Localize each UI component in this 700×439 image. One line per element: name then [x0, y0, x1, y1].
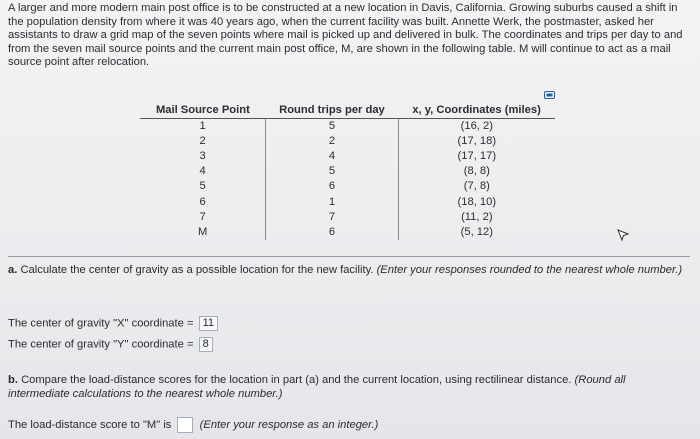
part-b-text: Compare the load-distance scores for the location in part (a) and the current location, using rectilinear distance. [21, 374, 572, 386]
cell-point: 2 [140, 134, 266, 149]
table-row [140, 149, 555, 164]
header-coordinates: x, y, Coordinates (miles) [398, 101, 555, 119]
mail-source-table [140, 101, 555, 240]
problem-intro: A larger and more modern main post office is to be constructed at a new location in Davis, California. Growing suburbs caused a shift in the population density from where it was 40 years ago, when the current facility was built. Annette Werk, the postmaster, asked her assistants to draw a grid map of the seven points where mail is picked up and delivered in bulk. The coordinates and trips per day to and from the seven mail source points and the current main post office, M, are shown in the following table. M will continue to act as a mail source point after relocation. [8, 2, 683, 69]
cell-point: 6 [140, 194, 266, 209]
cell-point: 3 [140, 149, 266, 164]
table-row [140, 179, 555, 194]
table-row [140, 194, 555, 209]
cell-coordinates: (5, 12) [460, 225, 493, 238]
m-score-line [8, 417, 378, 433]
cell-trips: 7 [266, 210, 398, 225]
x-coordinate-line [8, 316, 218, 331]
y-coordinate-label: The center of gravity "Y" coordinate = [8, 338, 194, 351]
table-row [140, 225, 555, 240]
cell-point: 4 [140, 164, 266, 179]
cell-trips: 6 [266, 179, 398, 194]
y-coordinate-line [8, 337, 213, 352]
m-score-label: The load-distance score to "M" is [8, 418, 172, 431]
cell-coordinates: (7, 8) [463, 180, 490, 193]
x-coordinate-answer[interactable]: 11 [199, 316, 218, 331]
m-score-instruction: (Enter your response as an integer.) [199, 418, 379, 431]
cell-coordinates: (11, 2) [461, 210, 493, 223]
cell-trips: 1 [266, 194, 398, 209]
cell-point: 7 [140, 210, 266, 225]
cell-coordinates: (16, 2) [460, 120, 493, 133]
part-b-question [8, 374, 690, 401]
x-coordinate-label: The center of gravity "X" coordinate = [8, 317, 194, 330]
cell-point: M [140, 225, 266, 240]
cell-trips: 5 [266, 119, 398, 135]
part-b-label: b. [8, 374, 18, 386]
header-mail-source-point: Mail Source Point [140, 101, 266, 119]
part-a-text: Calculate the center of gravity as a possible location for the new facility. [20, 264, 374, 276]
cell-point: 5 [140, 179, 266, 194]
cell-coordinates: (17, 18) [457, 135, 497, 148]
cell-trips: 6 [266, 225, 398, 240]
part-b-instruction: (Round all intermediate calculations to the nearest whole number.) [8, 374, 626, 400]
table-menu-icon[interactable] [544, 91, 555, 99]
section-divider [8, 256, 690, 257]
table-row [140, 134, 555, 149]
table-row [140, 164, 555, 179]
mouse-cursor-icon [616, 228, 630, 242]
part-a-question [8, 264, 690, 278]
cell-point: 1 [140, 119, 266, 135]
cell-coordinates: (17, 17) [457, 150, 497, 163]
table-row [140, 210, 555, 225]
part-a-instruction: (Enter your responses rounded to the nearest whole number.) [376, 264, 683, 276]
y-coordinate-answer[interactable]: 8 [199, 337, 213, 352]
m-score-input[interactable] [177, 417, 193, 433]
part-a-label: a. [8, 264, 18, 276]
cell-trips: 5 [266, 164, 398, 179]
cell-trips: 2 [266, 134, 398, 149]
cell-coordinates: (8, 8) [463, 165, 490, 178]
table-row [140, 119, 555, 135]
cell-trips: 4 [266, 149, 398, 164]
header-round-trips: Round trips per day [266, 101, 398, 119]
cell-coordinates: (18, 10) [457, 195, 497, 208]
